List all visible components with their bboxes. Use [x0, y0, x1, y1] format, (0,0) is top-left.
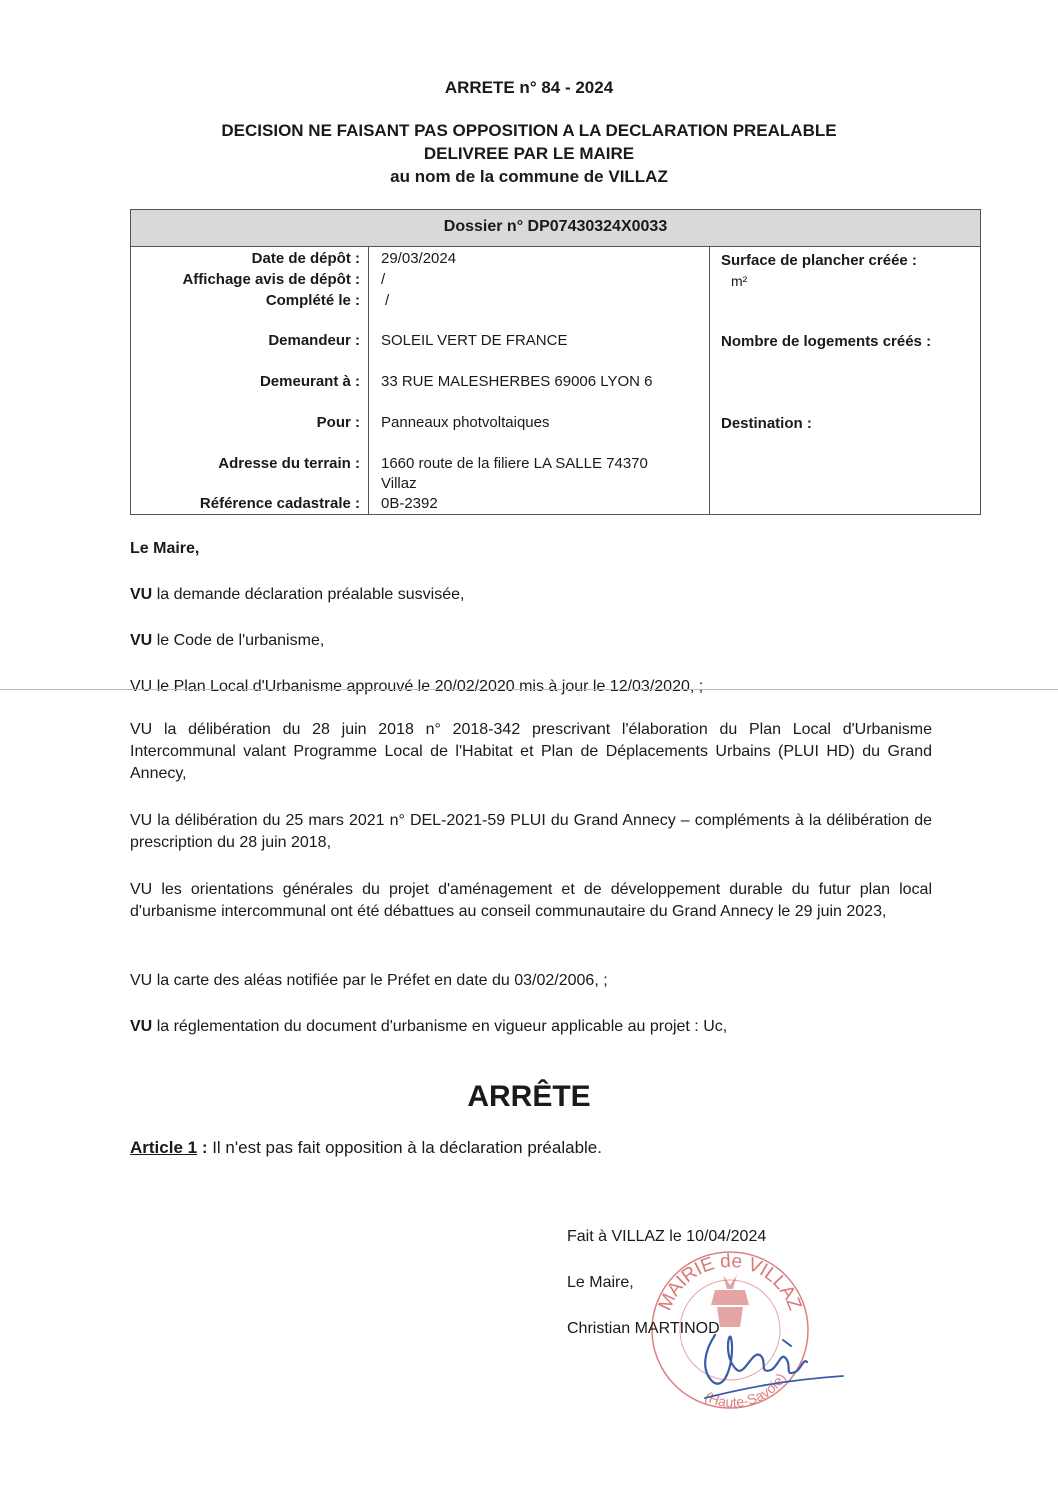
value-demandeur: SOLEIL VERT DE FRANCE: [381, 332, 568, 349]
vu-paragraph: [130, 970, 932, 992]
label-affichage-avis: Affichage avis de dépôt :: [182, 271, 360, 288]
decision-title-line-3: au nom de la commune de VILLAZ: [390, 167, 668, 186]
vu-keyword: VU: [130, 1018, 153, 1035]
vu-paragraph: [130, 676, 932, 698]
vu-text: le Plan Local d'Urbanisme approuvé le 20/02/2020 mis à jour le 12/03/2020, ;: [156, 678, 704, 695]
label-complete-le: Complété le :: [265, 292, 360, 309]
vu-text: la délibération du 28 juin 2018 n° 2018-342 prescrivant l'élaboration du Plan Local d'Urbanisme Intercommunal valant Programme Local de l'Habitat et Plan de Déplacements Urbains (PLUI HD) du Grand Annecy,: [130, 721, 933, 782]
vu-text: la réglementation du document d'urbanisme en vigueur applicable au projet : Uc,: [156, 1018, 728, 1035]
decision-title-line-1: DECISION NE FAISANT PAS OPPOSITION A LA DECLARATION PREALABLE: [221, 121, 837, 140]
vu-paragraph: [130, 1016, 932, 1038]
value-complete-le: /: [385, 292, 390, 309]
vu-paragraph: [130, 719, 932, 785]
value-pour: Panneaux photvoltaiques: [381, 414, 550, 431]
vu-text: la carte des aléas notifiée par le Préfet en date du 03/02/2006, ;: [156, 972, 608, 989]
label-surface-plancher: Surface de plancher créée :: [721, 252, 917, 269]
intro-le-maire: Le Maire,: [130, 540, 200, 557]
label-adresse-terrain: Adresse du terrain :: [218, 455, 360, 472]
scan-line-artifact: [0, 689, 1058, 690]
arrete-heading: ARRÊTE: [467, 1080, 591, 1113]
seal-text: MAIRIE de VILLAZ: [654, 1250, 806, 1314]
value-reference-cadastrale: 0B-2392: [381, 495, 438, 512]
vu-text: la délibération du 25 mars 2021 n° DEL-2021-59 PLUI du Grand Annecy – compléments à la délibération de prescription du 28 juin 2018,: [130, 812, 932, 851]
vu-text: le Code de l'urbanisme,: [156, 632, 325, 649]
dossier-table: [130, 209, 981, 515]
handwritten-signature: [675, 1300, 855, 1420]
value-affichage-avis: /: [381, 271, 386, 288]
vu-paragraph: [130, 584, 932, 606]
label-date-depot: Date de dépôt :: [251, 250, 360, 267]
label-nombre-logements: Nombre de logements créés :: [721, 333, 932, 350]
value-demeurant: 33 RUE MALESHERBES 69006 LYON 6: [381, 373, 653, 390]
vu-keyword: VU: [130, 632, 153, 649]
article-1: [130, 1137, 932, 1159]
article-label: Article 1: [130, 1138, 198, 1157]
label-demandeur: Demandeur :: [268, 332, 360, 349]
article-text: Il n'est pas fait opposition à la déclaration préalable.: [207, 1138, 602, 1157]
value-adresse-terrain-city: Villaz: [381, 475, 417, 492]
value-surface-unit: m²: [731, 273, 748, 289]
dossier-title: Dossier n° DP07430324X0033: [131, 210, 980, 247]
vu-keyword: VU: [130, 586, 153, 603]
value-date-depot: 29/03/2024: [381, 250, 457, 267]
label-pour: Pour :: [316, 414, 360, 431]
vu-keyword: VU: [130, 721, 153, 738]
vu-text: les orientations générales du projet d'aménagement et de développement durable du futur plan local d'urbanisme intercommunal ont été débattues au conseil communautaire du Grand Annecy le 29 juin 2023,: [130, 881, 932, 920]
value-adresse-terrain: 1660 route de la filiere LA SALLE 74370: [381, 455, 648, 472]
article-colon: :: [197, 1138, 208, 1157]
table-divider: [368, 247, 369, 514]
vu-paragraph: [130, 630, 932, 652]
vu-text: la demande déclaration préalable susvisée,: [156, 586, 465, 603]
signature-name: Christian MARTINOD: [567, 1320, 720, 1337]
seal-subtext: (Haute-Savoie): [702, 1370, 790, 1411]
label-destination: Destination :: [721, 415, 812, 432]
table-divider: [709, 247, 710, 514]
signature-role: Le Maire,: [567, 1274, 634, 1291]
decision-title-line-2: DELIVREE PAR LE MAIRE: [423, 144, 635, 163]
vu-paragraph: [130, 810, 932, 854]
label-reference-cadastrale: Référence cadastrale :: [199, 495, 360, 512]
vu-keyword: VU: [130, 678, 153, 695]
vu-keyword: VU: [130, 881, 153, 898]
vu-paragraph: [130, 879, 932, 923]
vu-keyword: VU: [130, 972, 153, 989]
decree-number: ARRETE n° 84 - 2024: [444, 78, 614, 97]
vu-keyword: VU: [130, 812, 153, 829]
label-demeurant: Demeurant à :: [259, 373, 360, 390]
signature-place-date: Fait à VILLAZ le 10/04/2024: [567, 1228, 767, 1245]
